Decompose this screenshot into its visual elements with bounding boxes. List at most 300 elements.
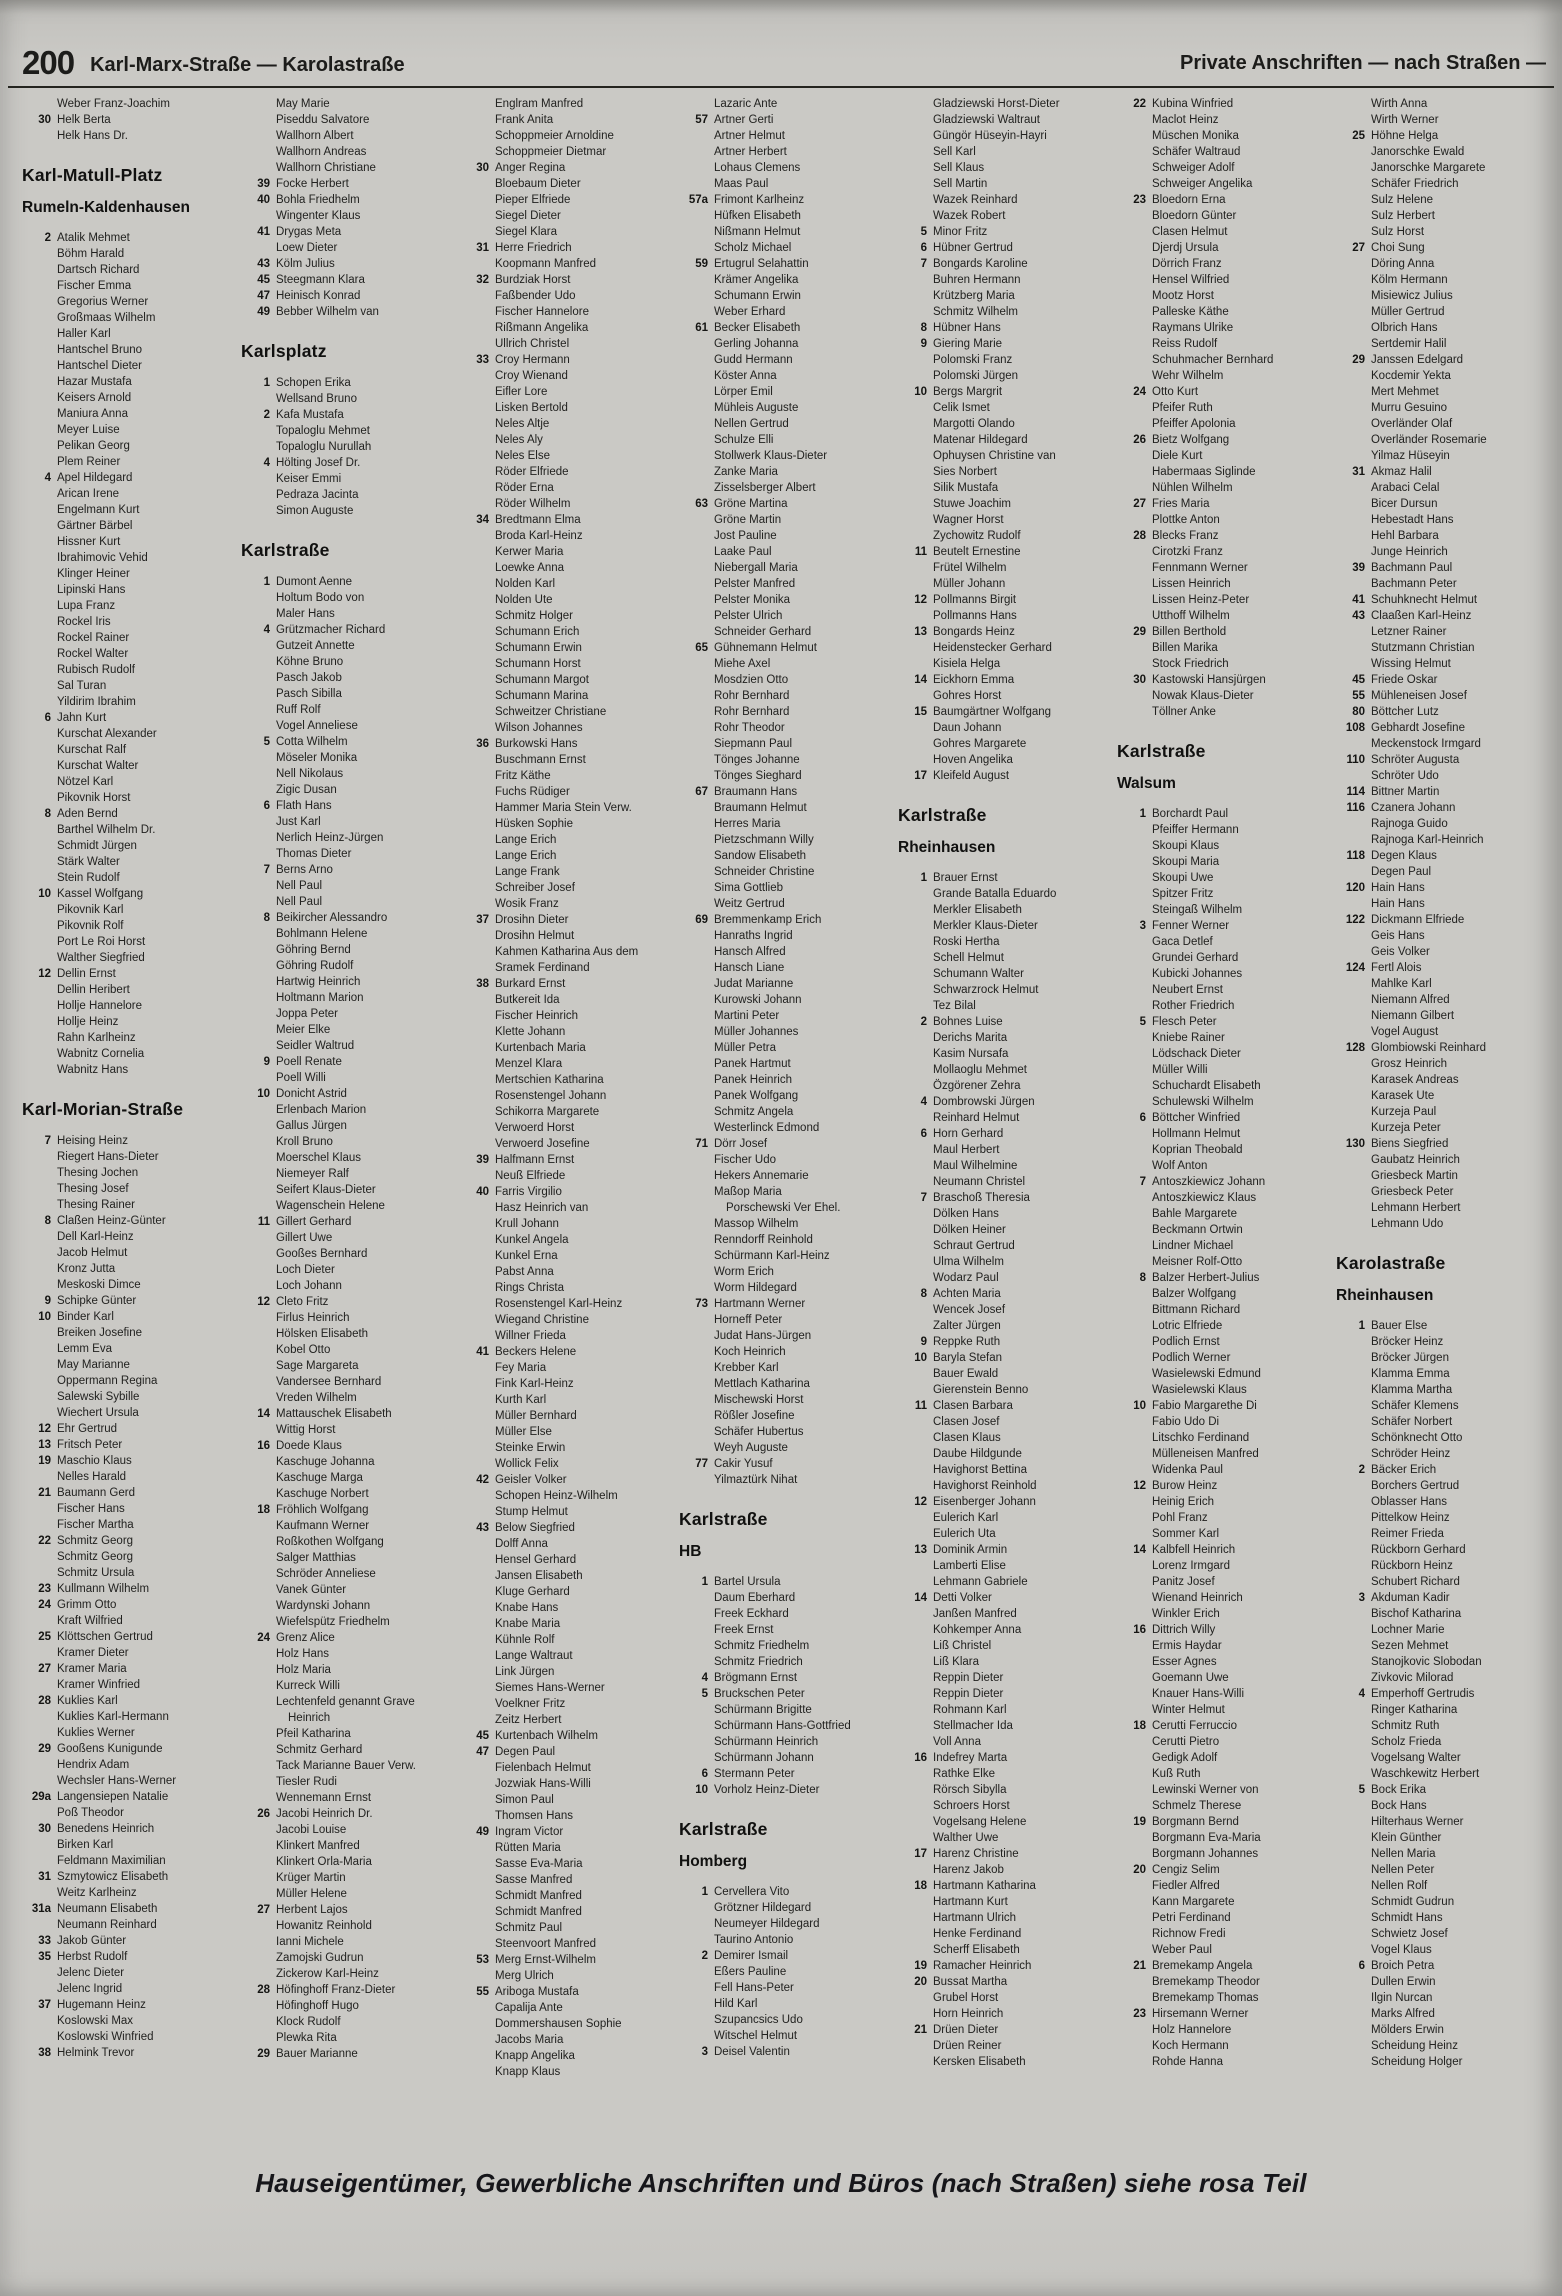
resident-name: Wirth Werner — [1371, 114, 1439, 126]
directory-entry — [22, 854, 241, 870]
resident-name: Erlenbach Marion — [276, 1104, 367, 1116]
directory-entry — [1336, 1334, 1555, 1350]
directory-entry — [1336, 416, 1555, 432]
directory-entry — [460, 1696, 679, 1712]
resident-name: Hollje Hannelore — [57, 1000, 143, 1012]
resident-name: Nellen Peter — [1371, 1864, 1435, 1876]
resident-name: Borgmann Eva-Maria — [1152, 1832, 1261, 1844]
directory-entry — [679, 368, 898, 384]
resident-name: Schoppmeier Arnoldine — [495, 130, 614, 142]
directory-entry — [460, 592, 679, 608]
directory-entry — [679, 240, 898, 256]
directory-entry — [22, 294, 241, 310]
resident-name: Czanera Johann — [1371, 802, 1456, 814]
directory-entry — [1336, 688, 1555, 704]
directory-entry — [460, 464, 679, 480]
house-number: 128 — [1345, 1042, 1365, 1054]
resident-name: Binder Karl — [57, 1311, 114, 1323]
resident-name: Krull Johann — [495, 1218, 559, 1230]
directory-entry — [22, 326, 241, 342]
directory-entry — [241, 272, 460, 288]
directory-entry — [898, 208, 1117, 224]
directory-entry — [898, 1942, 1117, 1958]
house-number: 5 — [701, 1688, 708, 1700]
directory-entry — [679, 624, 898, 640]
directory-entry — [460, 1264, 679, 1280]
resident-name: Kaschuge Johanna — [276, 1456, 375, 1468]
directory-entry — [460, 1408, 679, 1424]
resident-name: Bittner Martin — [1371, 786, 1440, 798]
directory-entry — [898, 352, 1117, 368]
resident-name: Sandow Elisabeth — [714, 850, 807, 862]
directory-entry — [22, 1277, 241, 1293]
directory-entry — [241, 2030, 460, 2046]
directory-entry — [22, 358, 241, 374]
resident-name: Fertl Alois — [1371, 962, 1422, 974]
resident-name: Weber Franz-Joachim — [57, 98, 170, 110]
house-number: 3 — [1139, 920, 1146, 932]
house-number: 6 — [701, 1768, 708, 1780]
directory-entry — [1336, 1152, 1555, 1168]
directory-entry — [1336, 1430, 1555, 1446]
resident-name: Wallhorn Albert — [276, 130, 354, 142]
directory-entry — [1117, 1110, 1336, 1126]
directory-entry — [460, 1056, 679, 1072]
directory-entry — [1336, 144, 1555, 160]
resident-name: Lupa Franz — [57, 600, 116, 612]
directory-entry — [241, 942, 460, 958]
resident-name: Nellen Maria — [1371, 1848, 1436, 1860]
resident-name: Schumann Erwin — [714, 290, 801, 302]
directory-entry — [22, 710, 241, 726]
directory-entry — [241, 304, 460, 320]
resident-name: Nolden Ute — [495, 594, 553, 606]
resident-name: Schürmann Karl-Heinz — [714, 1250, 830, 1262]
resident-name: Göhring Bernd — [276, 944, 351, 956]
directory-entry — [460, 816, 679, 832]
house-number: 40 — [476, 1186, 489, 1198]
directory-entry — [22, 262, 241, 278]
resident-name: Howanitz Reinhold — [276, 1920, 372, 1932]
resident-name: Hoven Angelika — [933, 754, 1013, 766]
resident-name: Bloebaum Dieter — [495, 178, 581, 190]
directory-entry — [460, 1520, 679, 1536]
resident-name: Lamberti Elise — [933, 1560, 1006, 1572]
house-number: 41 — [476, 1346, 489, 1358]
resident-name: Fielenbach Helmut — [495, 1762, 591, 1774]
directory-entry — [1117, 608, 1336, 624]
house-number: 42 — [476, 1474, 489, 1486]
resident-name: Schmelz Therese — [1152, 1800, 1242, 1812]
house-number: 3 — [1358, 1592, 1365, 1604]
resident-name: Schmitz Ruth — [1371, 1720, 1440, 1732]
directory-entry — [241, 2014, 460, 2030]
resident-name: Vogelsang Helene — [933, 1816, 1027, 1828]
resident-name: Gärtner Bärbel — [57, 520, 133, 532]
directory-entry — [241, 1758, 460, 1774]
directory-entry — [679, 416, 898, 432]
directory-entry — [1117, 806, 1336, 822]
directory-entry — [241, 487, 460, 503]
resident-name: Meskoski Dimce — [57, 1279, 141, 1291]
house-number: 32 — [476, 274, 489, 286]
resident-name: Massop Wilhelm — [714, 1218, 799, 1230]
directory-entry — [460, 1168, 679, 1184]
resident-name: Stump Helmut — [495, 1506, 568, 1518]
directory-entry — [460, 960, 679, 976]
resident-name: Fritsch Peter — [57, 1439, 123, 1451]
directory-entry — [460, 1968, 679, 1984]
directory-entry — [898, 624, 1117, 640]
house-number: 10 — [1133, 1400, 1146, 1412]
resident-name: Baryla Stefan — [933, 1352, 1003, 1364]
resident-name: Achten Maria — [933, 1288, 1001, 1300]
house-number: 1 — [1139, 808, 1146, 820]
resident-name: Scherff Elisabeth — [933, 1944, 1020, 1956]
directory-entry — [460, 560, 679, 576]
directory-entry — [1117, 656, 1336, 672]
resident-name: Dellin Ernst — [57, 968, 116, 980]
directory-entry — [679, 496, 898, 512]
resident-name: Diele Kurt — [1152, 450, 1203, 462]
directory-entry — [1336, 624, 1555, 640]
resident-name: Walther Siegfried — [57, 952, 145, 964]
resident-name: Flath Hans — [276, 800, 332, 812]
house-number: 34 — [476, 514, 489, 526]
resident-name: Freek Ernst — [714, 1624, 774, 1636]
directory-entry — [460, 112, 679, 128]
directory-entry — [898, 192, 1117, 208]
directory-entry — [22, 1949, 241, 1965]
house-number: 73 — [695, 1298, 708, 1310]
resident-name: Verwoerd Horst — [495, 1122, 575, 1134]
directory-entry — [1336, 608, 1555, 624]
resident-name: Klamma Martha — [1371, 1384, 1453, 1396]
resident-name: Fritz Käthe — [495, 770, 551, 782]
resident-name: Langensiepen Natalie — [57, 1791, 169, 1803]
directory-entry — [241, 1550, 460, 1566]
directory-entry — [460, 224, 679, 240]
directory-entry — [679, 928, 898, 944]
directory-entry — [460, 272, 679, 288]
directory-entry — [241, 503, 460, 519]
resident-name: Meyer Luise — [57, 424, 120, 436]
directory-entry — [460, 416, 679, 432]
resident-name: Stein Rudolf — [57, 872, 120, 884]
directory-entry — [460, 640, 679, 656]
directory-entry — [460, 768, 679, 784]
resident-name: Birken Karl — [57, 1839, 114, 1851]
resident-name: Claaßen Karl-Heinz — [1371, 610, 1472, 622]
resident-name: Merg Ulrich — [495, 1970, 554, 1982]
resident-name: Kubina Winfried — [1152, 98, 1234, 110]
directory-entry — [1336, 1088, 1555, 1104]
resident-name: Zamojski Gudrun — [276, 1952, 364, 1964]
resident-name: Hanraths Ingrid — [714, 930, 793, 942]
resident-name: Schmidt Gudrun — [1371, 1896, 1455, 1908]
directory-entry — [241, 1662, 460, 1678]
resident-name: Buschmann Ernst — [495, 754, 586, 766]
resident-name: Utthoff Wilhelm — [1152, 610, 1230, 622]
directory-entry — [460, 1616, 679, 1632]
resident-name: Güngör Hüseyin-Hayri — [933, 130, 1047, 142]
resident-name: Pelster Manfred — [714, 578, 796, 590]
directory-entry — [22, 112, 241, 128]
directory-entry — [241, 1614, 460, 1630]
resident-name: Hilterhaus Werner — [1371, 1816, 1464, 1828]
directory-entry — [22, 966, 241, 982]
resident-name: Döring Anna — [1371, 258, 1435, 270]
directory-entry — [460, 1472, 679, 1488]
directory-entry — [460, 1088, 679, 1104]
directory-entry — [22, 646, 241, 662]
resident-name: Dörrich Franz — [1152, 258, 1222, 270]
resident-name: Wodarz Paul — [933, 1272, 999, 1284]
house-number: 11 — [914, 546, 927, 558]
directory-entry — [1336, 800, 1555, 816]
resident-name: Fabio Udo Di — [1152, 1416, 1220, 1428]
resident-name: Schmitz Holger — [495, 610, 573, 622]
resident-name: Zivkovic Milorad — [1371, 1672, 1454, 1684]
resident-name: Steegmann Klara — [276, 274, 365, 286]
resident-name: Poell Renate — [276, 1056, 342, 1068]
directory-entry — [1117, 160, 1336, 176]
resident-name: Bohla Friedhelm — [276, 194, 360, 206]
resident-name: Hain Hans — [1371, 882, 1425, 894]
resident-name: Giering Marie — [933, 338, 1003, 350]
resident-name: Cerutti Pietro — [1152, 1736, 1220, 1748]
directory-entry — [22, 550, 241, 566]
directory-entry — [898, 966, 1117, 982]
resident-name: Frank Anita — [495, 114, 554, 126]
resident-name: Gutzeit Annette — [276, 640, 355, 652]
directory-entry — [241, 160, 460, 176]
directory-entry — [460, 1200, 679, 1216]
resident-name: Maniura Anna — [57, 408, 128, 420]
house-number: 118 — [1346, 850, 1365, 862]
directory-entry — [22, 342, 241, 358]
directory-entry — [1336, 1894, 1555, 1910]
directory-entry — [1117, 1638, 1336, 1654]
resident-name: Bongards Heinz — [933, 626, 1015, 638]
directory-entry — [460, 496, 679, 512]
directory-entry — [241, 1534, 460, 1550]
resident-name: Renndorff Reinhold — [714, 1234, 813, 1246]
resident-name: Mühleneisen Josef — [1371, 690, 1467, 702]
directory-entry — [460, 1456, 679, 1472]
resident-name: Capalija Ante — [495, 2002, 563, 2014]
resident-name: Helk Hans Dr. — [57, 130, 128, 142]
directory-entry — [1336, 1974, 1555, 1990]
house-number: 69 — [695, 914, 708, 926]
resident-name: Schulze Elli — [714, 434, 774, 446]
resident-name: Fischer Heinrich — [495, 1010, 579, 1022]
directory-entry — [679, 96, 898, 112]
directory-entry — [679, 1590, 898, 1606]
directory-entry — [898, 688, 1117, 704]
directory-entry — [679, 1718, 898, 1734]
resident-name: Cirotzki Franz — [1152, 546, 1223, 558]
house-number: 19 — [1133, 1816, 1146, 1828]
resident-name: Grützmacher Richard — [276, 624, 386, 636]
directory-entry — [898, 368, 1117, 384]
resident-name: Schäfer Norbert — [1371, 1416, 1453, 1428]
resident-name: Schröter Augusta — [1371, 754, 1460, 766]
resident-name: Demirer Ismail — [714, 1950, 789, 1962]
resident-name: Schubert Richard — [1371, 1576, 1460, 1588]
directory-entry — [460, 1792, 679, 1808]
resident-name: Pollmanns Birgit — [933, 594, 1017, 606]
resident-name: Schipke Günter — [57, 1295, 137, 1307]
directory-entry — [898, 1206, 1117, 1222]
house-number: 19 — [38, 1455, 51, 1467]
directory-entry — [1336, 960, 1555, 976]
resident-name: Feldmann Maximilian — [57, 1855, 166, 1867]
resident-name: Schuhmacher Bernhard — [1152, 354, 1274, 366]
resident-name: Daum Eberhard — [714, 1592, 796, 1604]
house-number: 30 — [476, 162, 489, 174]
resident-name: Liß Christel — [933, 1640, 992, 1652]
directory-entry — [22, 374, 241, 390]
resident-name: Lindner Michael — [1152, 1240, 1234, 1252]
resident-name: Loewke Anna — [495, 562, 565, 574]
house-number: 18 — [914, 1880, 927, 1892]
house-number: 9 — [920, 338, 927, 350]
resident-name: Kunkel Erna — [495, 1250, 558, 1262]
directory-entry — [1336, 1606, 1555, 1622]
directory-entry — [22, 1693, 241, 1709]
directory-entry — [1336, 272, 1555, 288]
directory-entry — [679, 1216, 898, 1232]
directory-entry — [1117, 1526, 1336, 1542]
resident-name: Sasse Manfred — [495, 1874, 573, 1886]
resident-name: Kohkemper Anna — [933, 1624, 1022, 1636]
directory-entry — [241, 96, 460, 112]
directory-entry — [1117, 1958, 1336, 1974]
directory-entry — [679, 1408, 898, 1424]
directory-entry — [1117, 1270, 1336, 1286]
resident-name: Worm Hildegard — [714, 1282, 797, 1294]
resident-name: Witschel Helmut — [714, 2030, 798, 2042]
resident-name: Rohmann Karl — [933, 1704, 1007, 1716]
resident-name: Artner Helmut — [714, 130, 785, 142]
resident-name: Sommer Karl — [1152, 1528, 1220, 1540]
resident-name: Kaschuge Marga — [276, 1472, 363, 1484]
house-number: 31a — [31, 1903, 51, 1915]
resident-name: Friede Oskar — [1371, 674, 1438, 686]
directory-entry — [898, 160, 1117, 176]
resident-name: Lisken Bertold — [495, 402, 568, 414]
house-number: 29 — [257, 2048, 270, 2060]
resident-name: Pikovnik Horst — [57, 792, 131, 804]
header-rule — [8, 86, 1554, 88]
resident-name: Cotta Wilhelm — [276, 736, 348, 748]
resident-name: Detti Volker — [933, 1592, 992, 1604]
house-number: 12 — [914, 594, 927, 606]
directory-entry — [679, 576, 898, 592]
resident-name: Schulewski Wilhelm — [1152, 1096, 1254, 1108]
directory-entry — [1117, 902, 1336, 918]
resident-name: May Marianne — [57, 1359, 130, 1371]
directory-entry — [460, 384, 679, 400]
resident-name: Minor Fritz — [933, 226, 988, 238]
resident-name: Frimont Karlheinz — [714, 194, 805, 206]
directory-entry — [1336, 560, 1555, 576]
directory-entry — [1336, 1350, 1555, 1366]
directory-entry — [898, 1334, 1117, 1350]
directory-entry — [679, 1184, 898, 1200]
house-number: 71 — [695, 1138, 708, 1150]
directory-entry — [679, 528, 898, 544]
directory-entry — [1117, 96, 1336, 112]
directory-entry — [898, 1798, 1117, 1814]
resident-name: Rohr Theodor — [714, 722, 785, 734]
resident-name: Neumann Elisabeth — [57, 1903, 158, 1915]
directory-entry — [460, 1840, 679, 1856]
directory-entry — [22, 1869, 241, 1885]
directory-entry — [1336, 864, 1555, 880]
directory-entry — [898, 1542, 1117, 1558]
directory-entry — [1336, 128, 1555, 144]
directory-entry — [679, 304, 898, 320]
resident-name: Scheidung Heinz — [1371, 2040, 1458, 2052]
resident-name: Jost Pauline — [714, 530, 777, 542]
resident-name: Hartmann Werner — [714, 1298, 806, 1310]
resident-name: Hensel Wilfried — [1152, 274, 1230, 286]
resident-name: Wissing Helmut — [1371, 658, 1451, 670]
resident-name: Merkler Elisabeth — [933, 904, 1022, 916]
resident-name: Mosdzien Otto — [714, 674, 789, 686]
resident-name: Müller Petra — [714, 1042, 776, 1054]
resident-name: Farris Virgilio — [495, 1186, 562, 1198]
directory-entry — [1336, 1798, 1555, 1814]
directory-entry — [679, 720, 898, 736]
directory-entry — [460, 432, 679, 448]
directory-entry — [22, 838, 241, 854]
resident-name: Schäfer Friedrich — [1371, 178, 1459, 190]
resident-name: Kurzeja Peter — [1371, 1122, 1441, 1134]
resident-name: Arican Irene — [57, 488, 120, 500]
resident-name: Bietz Wolfgang — [1152, 434, 1230, 446]
resident-name: Vogel Anneliese — [276, 720, 358, 732]
resident-name: Kuß Ruth — [1152, 1768, 1201, 1780]
resident-name: Hasz Heinrich van — [495, 1202, 589, 1214]
resident-name: Freek Eckhard — [714, 1608, 789, 1620]
resident-name: Eulerich Uta — [933, 1528, 996, 1540]
directory-entry — [460, 368, 679, 384]
resident-name: Gallus Jürgen — [276, 1120, 347, 1132]
resident-name: Wienand Heinrich — [1152, 1592, 1243, 1604]
directory-entry — [241, 574, 460, 590]
directory-entry — [1336, 320, 1555, 336]
directory-entry — [22, 1421, 241, 1437]
resident-name: Ehr Gertrud — [57, 1423, 118, 1435]
directory-entry — [460, 1952, 679, 1968]
directory-entry — [460, 624, 679, 640]
house-number: 16 — [914, 1752, 927, 1764]
house-number: 22 — [1133, 98, 1146, 110]
house-number: 47 — [257, 290, 270, 302]
house-number: 49 — [257, 306, 270, 318]
directory-entry — [241, 1854, 460, 1870]
directory-entry — [1336, 304, 1555, 320]
house-number: 2 — [1358, 1464, 1365, 1476]
directory-entry — [241, 1390, 460, 1406]
resident-name: Sezen Mehmet — [1371, 1640, 1449, 1652]
resident-name: Akmaz Halil — [1371, 466, 1432, 478]
resident-name: Hantschel Dieter — [57, 360, 143, 372]
directory-entry — [1117, 544, 1336, 560]
